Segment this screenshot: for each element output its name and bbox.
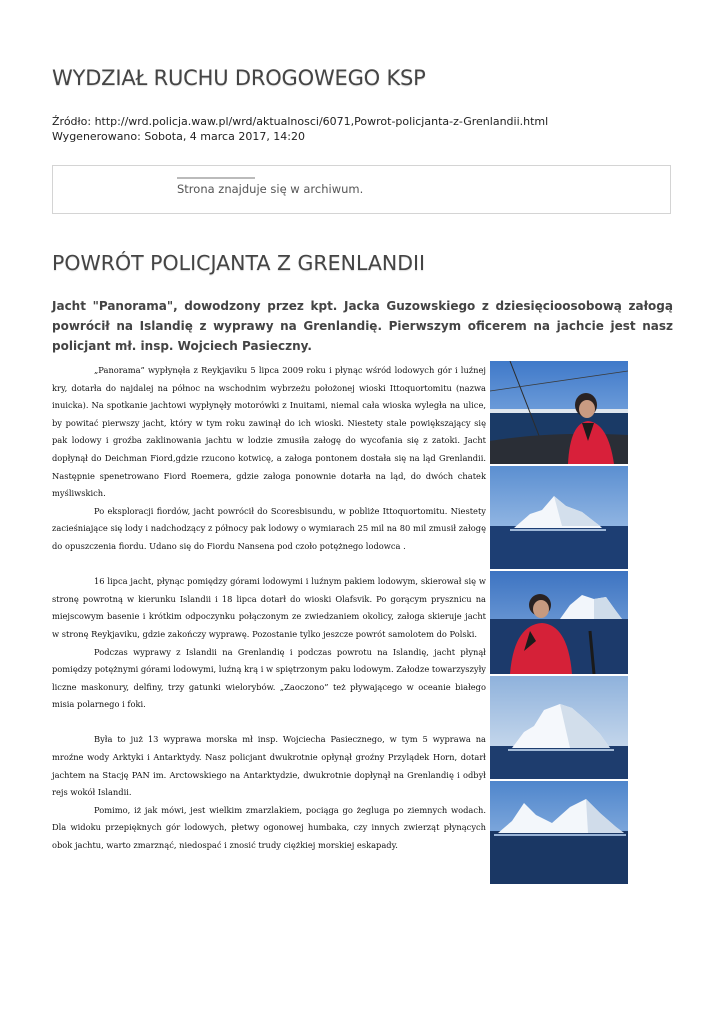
photo-column xyxy=(490,361,628,886)
source-line: Źródło: http://wrd.policja.waw.pl/wrd/aktualnosci/6071,Powrot-policjanta-z-Grenlandii.html xyxy=(52,115,549,128)
sailor-with-iceberg-photo xyxy=(490,571,628,674)
archive-notice-rule xyxy=(177,177,255,179)
large-iceberg-photo xyxy=(490,676,628,779)
article-paragraph: Po eksploracji fiordów, jacht powrócił do Scoresbisundu, w pobliże Ittoquortomitu. Niestety zacieśniające się lody i nadchodzący z północy pak lodowy o wymiarach 25 mil na 80 mil zmusił załogę do opuszczenia fiordu. Udano się do Fiordu Nansena pod czoło potężnego lodowca . xyxy=(52,505,486,551)
archive-notice-box xyxy=(52,165,671,214)
article-paragraph: Pomimo, iż jak mówi, jest wielkim zmarzlakiem, pociąga go żegluga po ziemnych wodach. Dla widoku przepięknych gór lodowych, płetwy ogonowej humbaka, czy innych zwierząt płynących obok jachtu, warto zmarznąć, niedospać i znosić trudy ciężkiej morskiej eskapady. xyxy=(52,804,486,851)
article-lead: Jacht "Panorama", dowodzony przez kpt. Jacka Guzowskiego z dziesięcioosobową załogą powrócił na Islandię z wyprawy na Grenlandię. Pierwszym oficerem na jachcie jest nasz policjant mł. insp. Wojciech Pasieczny. xyxy=(52,299,673,353)
twin-peak-iceberg-photo xyxy=(490,781,628,884)
article-paragraph: Była to już 13 wyprawa morska mł insp. Wojciecha Pasiecznego, w tym 5 wyprawa na mroźne wody Arktyki i Antarktydy. Nasz policjant dwukrotnie opłynął groźny Przylądek Horn, dotarł jachtem na Stację PAN im. Arctowskiego na Antarktydzie, dwukrotnie dopłynął na Grenlandię i odbył rejs wokół Islandii. xyxy=(52,734,486,798)
site-title: WYDZIAŁ RUCHU DROGOWEGO KSP xyxy=(52,66,426,90)
archive-notice-text: Strona znajduje się w archiwum. xyxy=(177,182,364,196)
article-body xyxy=(52,362,486,855)
article-paragraph: „Panorama” wypłynęła z Reykjaviku 5 lipca 2009 roku i płynąc wśród lodowych gór i luźnej kry, dotarła do najdalej na północ na wschodnim wybrzeżu położonej wioski Ittoquortomitu (nazwa inuicka). Na spotkanie jachtowi wypłynęły motorówki z Inuitami, niemal cała wioska wyległa na ulice, by powitać pierwszy jacht, który w tym roku zawinął do ich wioski. Niestety stale powiększający się pak lodowy i groźba zaklinowania jachtu w lodzie zmusiła załogę do wycofania się z zatoki. Jacht dopłynął do Deichman Fiord,gdzie rzucono kotwicę, a załoga pontonem dostała się na ląd Grenlandii. Następnie spenetrowano Fiord Roemera, gdzie załoga ponownie dotarła na ląd, do dwóch chatek myśliwskich. xyxy=(52,365,486,499)
generated-line: Wygenerowano: Sobota, 4 marca 2017, 14:20 xyxy=(52,130,306,143)
article-title: POWRÓT POLICJANTA Z GRENLANDII xyxy=(52,251,426,275)
sailor-on-yacht-photo xyxy=(490,361,628,464)
article-paragraph: Podczas wyprawy z Islandii na Grenlandię i podczas powrotu na Islandię, jacht płynął pomiędzy potężnymi górami lodowymi, luźną krą i w spiętrzonym paku lodowym. Załodze towarzyszyły liczne maskonury, delfiny, trzy gatunki wielorybów. „Zaoczono” też pływającego w oceanie białego misia polarnego i foki. xyxy=(52,646,486,710)
document-meta xyxy=(52,114,548,144)
iceberg-photo xyxy=(490,466,628,569)
article-paragraph: 16 lipca jacht, płynąc pomiędzy górami lodowymi i luźnym pakiem lodowym, skierował się w stronę powrotną w kierunku Islandii i 18 lipca dotarł do wioski Olafsvik. Po gorącym prysznicu na miejscowym basenie i krótkim odpoczynku połączonym ze zwiedzaniem okolicy, załoga skieruje jacht w stronę Reykjaviku, gdzie zakończy wyprawę. Pozostanie tylko jeszcze powrót samolotem do Polski. xyxy=(52,576,486,639)
